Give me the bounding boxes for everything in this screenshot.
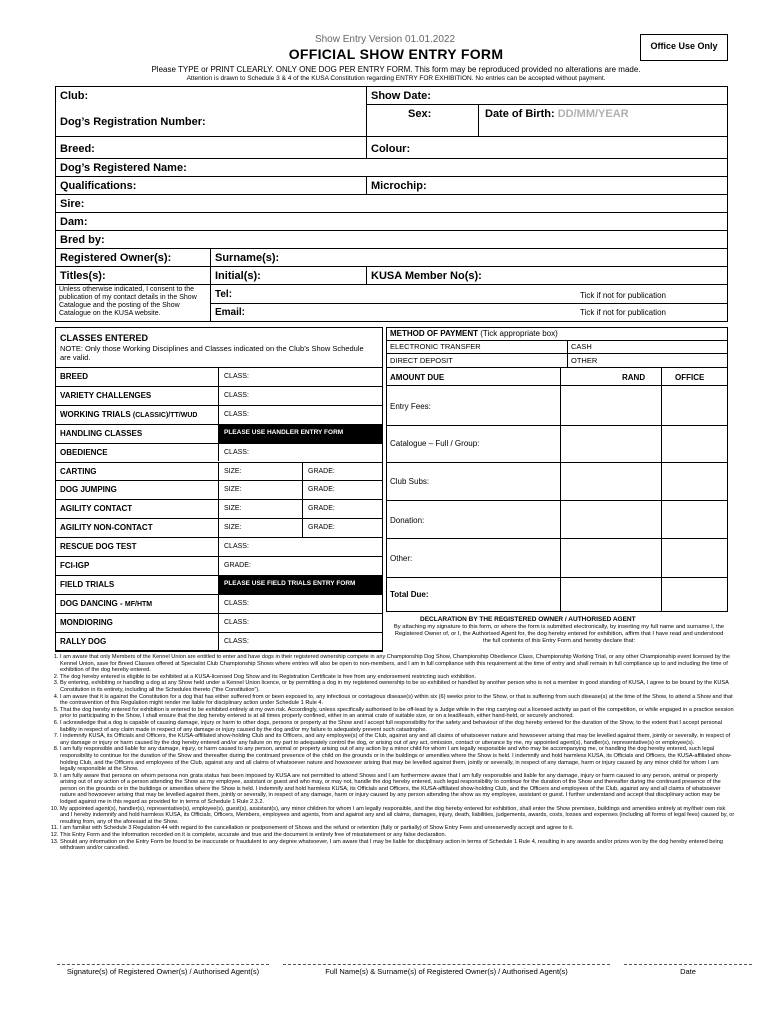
club-field[interactable]: Club: (60, 90, 89, 102)
term-item: 6. I acknowledge that a dog is capable of causing damage, injury or harm to other dogs, persons or property at the Show and I accept full responsibility for the safety and behaviour of the dog hereby entered for the duration of the Show, to the extent that I accept personal liability in respect of any claim made in respect of any damage or injury caused by the dog and/or my failure to adequately prevent such catastrophe. (60, 720, 735, 733)
payment-section (386, 327, 728, 612)
total-due-row[interactable]: Total Due: (390, 590, 429, 599)
term-item: 8. I am fully responsible and liable for any damage, injury, or harm caused to any person, animal or property arising out of any action by a minor child for whom I am legally responsible and who may be accompanying me, or handling the dog hereby entered, such legal responsibility to continue for the duration of the Show and thereafter during the continued presence of the child on the grounds or in the buildings or amenities where the Show is held. I indemnify and hold harmless KUSA, its Officials and Officers, the KUSA-affiliated show-holding Club, and the Officers and employees of the Club, against any and all claims of whatsoever nature and howsoever arising that may be levelled against them, jointly or severally, in respect of any damage, harm or injury caused by any minor child for whom I am legally responsible at the Show. (60, 746, 735, 772)
class-row-class-field[interactable]: CLASS: (224, 599, 249, 607)
office-header: OFFICE (675, 373, 705, 382)
club-subs-row[interactable]: Club Subs: (390, 477, 430, 486)
kusa-member-field[interactable]: KUSA Member No(s): (371, 270, 482, 282)
class-row-grade-field[interactable]: GRADE: (308, 505, 335, 513)
divider (386, 500, 728, 501)
term-item: 11. I am familiar with Schedule 3 Regulation 44 with regard to the cancellation or postponement of Shows and the refund or retention (fully or partially) of Show Entry Fees and unreservedly accept and agree to it. (60, 825, 735, 832)
full-name-line[interactable] (283, 964, 610, 965)
divider (218, 556, 219, 575)
divider (218, 462, 219, 481)
divider (218, 405, 219, 424)
breed-field[interactable]: Breed: (60, 143, 95, 155)
divider (55, 499, 383, 500)
class-row-class-field[interactable]: GRADE: (224, 562, 251, 569)
date-label: Date (680, 967, 696, 976)
class-row-label: VARIETY CHALLENGES (60, 390, 152, 400)
other-fee-row[interactable]: Other: (390, 554, 413, 563)
class-row-label: DOG JUMPING (60, 485, 117, 495)
payment-eft-checkbox[interactable]: ELECTRONIC TRANSFER (390, 342, 481, 351)
class-row-grade-field[interactable]: GRADE: (308, 486, 335, 494)
bred-by-field[interactable]: Bred by: (60, 234, 105, 246)
divider (55, 230, 728, 231)
class-row-class-field[interactable]: SIZE: (224, 467, 242, 475)
divider (210, 303, 728, 304)
registered-name-field[interactable]: Dog’s Registered Name: (60, 162, 187, 174)
sire-field[interactable]: Sire: (60, 198, 85, 210)
dam-field[interactable]: Dam: (60, 216, 88, 228)
divider (366, 136, 367, 158)
divider (386, 462, 728, 463)
class-row-label: AGILITY NON-CONTACT (60, 523, 153, 533)
divider (302, 499, 303, 518)
classes-note: NOTE: Only those Working Disciplines and Classes indicated on the Club’s Show Schedule are valid. (60, 344, 364, 362)
form-instruction: Please TYPE or PRINT CLEARLY. ONLY ONE DOG PER ENTRY FORM. This form may be reproduced provided no alterations are made. (151, 65, 641, 74)
show-date-field[interactable]: Show Date: (371, 90, 431, 102)
divider (55, 632, 383, 633)
divider (386, 340, 728, 341)
class-row-label: DOG DANCING - MF/HTM (60, 598, 153, 608)
dob-field[interactable]: Date of Birth: DD/MM/YEAR (485, 108, 629, 120)
class-row-grade-field[interactable]: GRADE: (308, 524, 335, 532)
divider (55, 284, 728, 285)
term-item: 9. I am fully aware that persons on whom persona non grata status has been imposed by KUSA are not permitted to attend Shows and I am furthermore aware that I am fully responsible and liable for any damage, injury or harm caused to any person, animal or property arising out of any action of a person attending the Show as my employee, assistant or guest and who may, or may not, handle the dog hereby entered, such legal responsibility to continue for the duration of the Show and thereafter during the continued presence of the person on the grounds or in the buildings or amenities where the Show is held. I indemnify and hold harmless KUSA, its Officials and Officers, the KUSA-affiliated show-holding Club, and the Officers and employees of the Club, against any and all claims of whatsoever nature and howsoever arising that may be levelled against them, jointly or severally, in respect of any damage, harm or injury caused by any person attending the show as my employee, assistant or guest. I further understand and accept that disciplinary action may be lodged against me in this regard as provided for in terms of Schedule 1 Rule 2.3.2. (60, 773, 735, 806)
surnames-field[interactable]: Surname(s): (215, 252, 280, 264)
colour-field[interactable]: Colour: (371, 143, 411, 155)
rand-header: RAND (622, 373, 646, 382)
class-row-label: AGILITY CONTACT (60, 504, 133, 514)
divider (218, 518, 219, 537)
divider (218, 537, 219, 556)
class-row-label: FIELD TRIALS (60, 579, 115, 589)
dob-placeholder: DD/MM/YEAR (557, 108, 629, 120)
divider (55, 556, 383, 557)
class-row-label: OBEDIENCE (60, 447, 108, 457)
term-item: 3. By entering, exhibiting or handling a dog at any Show held under a Kennel Union licence, or by permitting a dog in my registered ownership to be so exhibited or handled by another person who is not a member in good standing of KUSA, I agree to be bound by the KUSA Constitution in its entirety, including all the Schedules thereto (“the Constitution”). (60, 680, 735, 693)
class-row-grade-field[interactable]: GRADE: (308, 467, 335, 475)
full-name-label: Full Name(s) & Surname(s) of Registered Owner(s) / Authorised Agent(s) (325, 967, 568, 976)
term-item: 1. I am aware that only Members of the Kennel Union are entitled to enter and have dogs in their registered ownership compete in any Championship Dog Show, Championship Obedience Class, Championship Working Trial, or any other Championship event licensed by the Kennel Union, save for Breed Classes offered at Specialist Club Championship Shows where entries will also be open to non-members, and I am in full compliance with this requirement at the time of entry and shall remain in full compliance up to and including the time of exhibition of the dog hereby entered. (60, 654, 735, 674)
divider (567, 340, 568, 367)
divider (55, 462, 383, 463)
divider (366, 176, 367, 194)
term-item: 5. That the dog hereby entered for exhibition is entered to be exhibited entirely at my own risk. Accordingly, unless specifically authorised to be off-lead by a Judge while in the ring carrying out a licensed activity as part of the competition, or while engaged in a practice session prior to participating in the Show, I shall ensure that the dog hereby entered is at all times properly confined, either in an animal crate of suitable size, or on a lead/leash, either hand-held, or securely anchored. (60, 707, 735, 720)
divider (560, 367, 561, 612)
class-row-label: MONDIORING (60, 617, 113, 627)
entry-fees-row[interactable]: Entry Fees: (390, 402, 431, 411)
divider (386, 367, 728, 368)
divider (218, 367, 219, 386)
payment-deposit-checkbox[interactable]: DIRECT DEPOSIT (390, 356, 453, 365)
email-publication-checkbox[interactable]: Tick if not for publication (580, 308, 666, 317)
divider (386, 353, 728, 354)
divider (55, 443, 383, 444)
declaration-text: By attaching my signature to this form, or where the form is submitted electronically, by inserting my full name and surname I, the Registered Owner of, or I, the Authorised Agent for, the dog hereby entered for exhibition, affirm that I have read and understood the full contents of this Entry Form and hereby declare that: (393, 624, 725, 644)
divider (386, 425, 728, 426)
divider (218, 443, 219, 462)
titles-field[interactable]: Titles(s): (60, 270, 106, 282)
divider (302, 480, 303, 499)
form-title: OFFICIAL SHOW ENTRY FORM (288, 46, 504, 62)
divider (55, 248, 728, 249)
divider (55, 136, 728, 137)
payment-heading: METHOD OF PAYMENT (Tick appropriate box) (390, 329, 558, 338)
divider (386, 385, 728, 386)
divider (55, 518, 383, 519)
divider (55, 158, 728, 159)
divider (55, 405, 383, 406)
form-attention-note: Attention is drawn to Schedule 3 & 4 of the KUSA Constitution regarding ENTRY FOR EXHIBITION. No entries can be accepted without payment. (186, 75, 606, 82)
class-row-class-field[interactable]: SIZE: (224, 505, 242, 513)
class-row-class-field[interactable]: SIZE: (224, 486, 242, 494)
class-row-class-field[interactable]: CLASS: (224, 543, 249, 551)
sex-field[interactable]: Sex: (408, 108, 432, 120)
divider (218, 499, 219, 518)
divider (55, 651, 383, 652)
class-row-label: BREED (60, 372, 89, 381)
divider (55, 537, 383, 538)
payment-other-checkbox[interactable]: OTHER (571, 356, 598, 365)
date-line[interactable] (624, 964, 752, 965)
signature-label: Signature(s) of Registered Owner(s) / Authorised Agent(s) (66, 967, 260, 976)
divider (55, 176, 728, 177)
initials-field[interactable]: Initial(s): (215, 270, 261, 282)
divider (386, 538, 728, 539)
tel-publication-checkbox[interactable]: Tick if not for publication (580, 291, 666, 300)
divider (218, 386, 219, 405)
class-row-class-field[interactable]: CLASS: (224, 391, 249, 399)
class-row-class-field[interactable]: CLASS: (224, 373, 249, 380)
terms-list (45, 654, 735, 852)
class-row-notice: PLEASE USE FIELD TRIALS ENTRY FORM (218, 575, 383, 594)
class-row-class-field[interactable]: SIZE: (224, 524, 242, 532)
class-row-label: WORKING TRIALS (CLASSIC)/TT/WUD (60, 409, 198, 419)
divider (386, 577, 728, 578)
term-item: 2. The dog hereby entered is eligible to be exhibited at a KUSA-licensed Dog Show and its Registration Certificate is free from any endorsement restricting such exhibition. (60, 674, 735, 681)
class-row-label: FCI-IGP (60, 561, 90, 570)
class-row-label: CARTING (60, 466, 97, 476)
term-item: 4. I am aware that it is against the Constitution for a dog that has either suffered from or been exposed to, any infectious or contagious disease(s) within six (6) weeks prior to the Show, or that is suffering from such disease(s) at the time of the Show, to attend a Show and that the contravention of this Regulation might render me liable for disciplinary action under Schedule 1 Rule 4. (60, 694, 735, 707)
qualifications-field[interactable]: Qualifications: (60, 180, 137, 192)
divider (218, 613, 219, 632)
divider (218, 632, 219, 651)
divider (366, 266, 367, 284)
declaration-heading: DECLARATION BY THE REGISTERED OWNER / AUTHORISED AGENT (420, 616, 636, 623)
class-row-label: RALLY DOG (60, 636, 107, 646)
divider (55, 266, 728, 267)
divider (218, 480, 219, 499)
payment-cash-checkbox[interactable]: CASH (571, 342, 592, 351)
divider (55, 594, 383, 595)
donation-row[interactable]: Donation: (390, 516, 425, 525)
divider (55, 613, 383, 614)
divider (55, 480, 383, 481)
catalogue-row[interactable]: Catalogue – Full / Group: (390, 439, 480, 448)
class-row-class-field[interactable]: CLASS: (224, 448, 249, 456)
term-item: 10. My appointed agent(s), handler(s), representative(s), employee(s), guest(s), assistant(s), any minor children for whom I am legally responsible, and the dog hereby entered for exhibition, shall enter the Show premises, buildings and amenities entirely at my/their own risk and I hereby indemnify and hold harmless KUSA, its Officials, Officers, Members, employees and agents, from and against any and all claims, damages, injury, death, liabilities, judgements, awards, costs, losses and expenses (including all forms of legal fees) caused by, or resulting from, any of the aforesaid at the Show. (60, 806, 735, 826)
divider (55, 367, 383, 368)
class-row-class-field[interactable]: CLASS: (224, 637, 249, 645)
form-version: Show Entry Version 01.01.2022 (314, 34, 456, 45)
term-item: 7. I indemnify KUSA, its Officials and Officers, the KUSA-affiliated show-holding Club and its Officers, and any employee(s) of the Club, against any and all claims of whatsoever nature and howsoever arising that may be levelled against them, jointly or severally, in respect of any damage or injury or harm caused by the dog hereby entered and/or any failure on my part to adequately control the dog, or arising out of any act, omission, contact or utterance by me, my appointed agent(s), handler(s), representative(s) or employee(s). (60, 733, 735, 746)
divider (661, 367, 662, 612)
amount-due-header: AMOUNT DUE (390, 373, 445, 382)
divider (366, 86, 367, 136)
class-row-class-field[interactable]: CLASS: (224, 410, 249, 418)
consent-text: Unless otherwise indicated, I consent to the publication of my contact details in the Show Catalogue and the posting of the Show Catalogue on the KUSA website. (59, 286, 197, 317)
divider (218, 594, 219, 613)
registered-owners-field[interactable]: Registered Owner(s): (60, 252, 172, 264)
class-row-class-field[interactable]: CLASS: (224, 618, 249, 626)
divider (210, 248, 211, 322)
signature-line[interactable] (57, 964, 269, 965)
divider (366, 104, 728, 105)
email-field[interactable]: Email: (215, 307, 246, 318)
registration-number-field[interactable]: Dog’s Registration Number: (60, 116, 206, 128)
class-row-label: HANDLING CLASSES (60, 428, 143, 438)
office-use-box: Office Use Only (640, 34, 728, 61)
divider (55, 194, 728, 195)
divider (302, 518, 303, 537)
microchip-field[interactable]: Microchip: (371, 180, 427, 192)
classes-heading: CLASSES ENTERED (60, 333, 149, 343)
divider (55, 212, 728, 213)
class-row-label: RESCUE DOG TEST (60, 542, 137, 552)
term-item: 12. This Entry Form and the information recorded on it is complete, accurate and true and the document is entirely free of misstatement or any false declaration. (60, 832, 735, 839)
class-row-notice: PLEASE USE HANDLER ENTRY FORM (218, 424, 383, 443)
tel-field[interactable]: Tel: (215, 289, 233, 300)
term-item: 13. Should any information on the Entry Form be found to be inaccurate or fraudulent to any degree whatsoever, I am aware that I may be liable for disciplinary action in terms of Schedule 1 Rule 4, resulting in any awards and/or prizes won by the dog hereby entered being withdrawn and/or cancelled. (60, 839, 735, 852)
divider (55, 386, 383, 387)
divider (302, 462, 303, 481)
divider (478, 104, 479, 136)
